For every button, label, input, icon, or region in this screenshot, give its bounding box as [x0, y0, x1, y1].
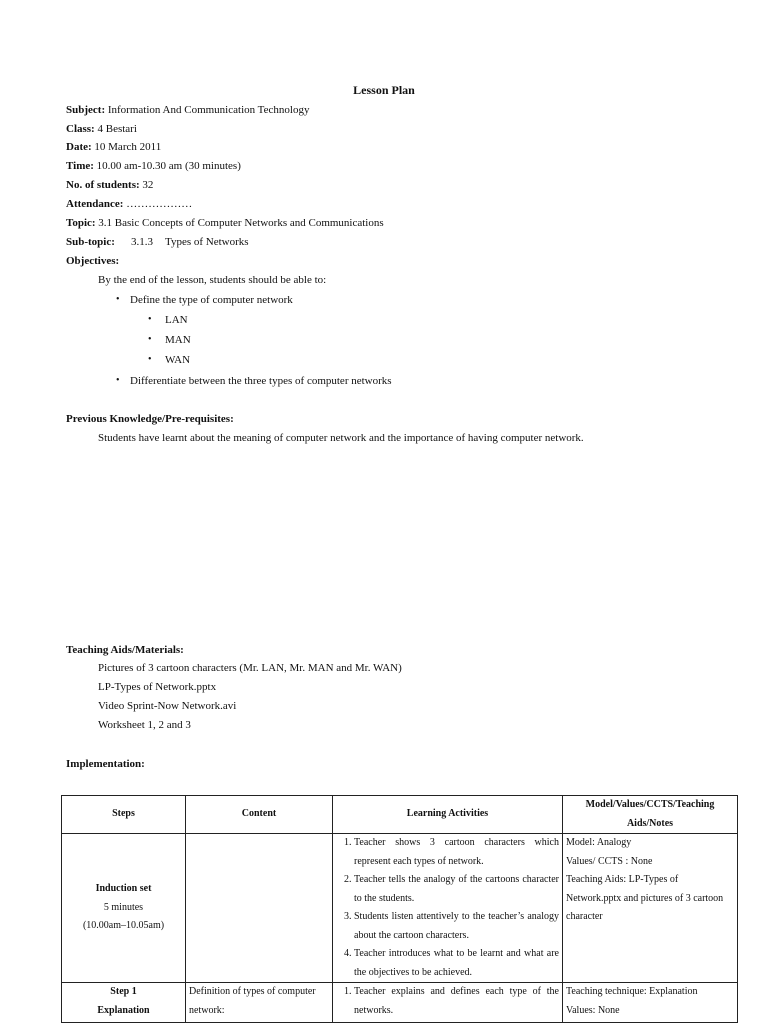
objective-subitem: MAN — [165, 334, 191, 346]
note-line: Teaching Aids: LP-Types of Network.pptx and pictures of 3 cartoon character — [566, 874, 724, 922]
subject-line — [66, 104, 309, 116]
implementation-heading: Implementation: — [66, 758, 145, 770]
subtopic-value: Types of Networks — [165, 236, 249, 248]
aids-heading: Teaching Aids/Materials: — [66, 644, 184, 656]
objective-subitem: WAN — [165, 354, 191, 366]
students-label: No. of students: — [66, 179, 140, 191]
notes-cell — [563, 983, 738, 1023]
attendance-label: Attendance: — [66, 198, 124, 210]
class-label: Class: — [66, 123, 95, 135]
aids-item: Video Sprint-Now Network.avi — [98, 700, 237, 712]
topic-value: 3.1 Basic Concepts of Computer Networks and Communications — [95, 217, 384, 229]
bullet-icon: • — [116, 294, 120, 305]
objective-subitem: LAN — [165, 314, 188, 326]
activities-cell — [333, 983, 563, 1023]
date-value: 10 March 2011 — [91, 141, 162, 153]
step-duration: 5 minutes — [103, 901, 144, 913]
date-line — [66, 141, 161, 153]
aids-item: LP-Types of Network.pptx — [98, 681, 217, 693]
time-label: Time: — [66, 160, 94, 172]
objective-item: Differentiate between the three types of computer networks — [130, 375, 392, 387]
content-cell — [186, 834, 333, 983]
column-header-content: Content — [186, 796, 333, 834]
class-value: 4 Bestari — [94, 123, 137, 135]
subtopic-number: 3.1.3 — [131, 236, 153, 248]
attendance-value: ……………… — [123, 198, 193, 210]
notes-cell — [563, 834, 738, 983]
subtopic-label: Sub-topic: — [66, 236, 115, 248]
aids-item: Worksheet 1, 2 and 3 — [98, 719, 191, 731]
step-duration: Explanation — [97, 1004, 150, 1016]
students-value: 32 — [139, 179, 154, 191]
objectives-heading: Objectives: — [66, 255, 120, 267]
implementation-table — [61, 795, 738, 1023]
table-row — [62, 983, 738, 1023]
step-cell — [62, 983, 186, 1023]
activity-item: 4. Teacher introduces what to be learnt and what are the objectives to be achieved. — [354, 945, 559, 982]
topic-label: Topic: — [66, 217, 96, 229]
bullet-icon: • — [148, 314, 152, 325]
students-line — [66, 179, 153, 191]
prior-heading: Previous Knowledge/Pre-requisites: — [66, 413, 234, 425]
objectives-intro: By the end of the lesson, students should be able to: — [98, 274, 327, 286]
subtopic-line — [66, 236, 115, 248]
column-header-steps: Steps — [62, 796, 186, 834]
date-label: Date: — [66, 141, 92, 153]
class-line — [66, 123, 137, 135]
activity-item: 1. Teacher explains and defines each type of the networks. — [354, 983, 559, 1020]
aids-item: Pictures of 3 cartoon characters (Mr. LAN, Mr. MAN and Mr. WAN) — [98, 662, 402, 674]
note-line: Model: Analogy — [566, 837, 632, 848]
subject-value: Information And Communication Technology — [105, 104, 310, 116]
time-value: 10.00 am-10.30 am (30 minutes) — [93, 160, 241, 172]
activity-item: 3. Students listen attentively to the teacher’s analogy about the cartoon characters. — [354, 908, 559, 945]
step-time: (10.00am–10.05am) — [82, 920, 165, 932]
attendance-line — [66, 198, 192, 210]
activity-item: 2. Teacher tells the analogy of the cartoons character to the students. — [354, 871, 559, 908]
step-name: Induction set — [95, 883, 152, 895]
content-cell: Definition of types of computer network: — [186, 983, 333, 1023]
step-cell — [62, 834, 186, 983]
bullet-icon: • — [148, 334, 152, 345]
note-line: Values/ CCTS : None — [566, 855, 653, 867]
step-name: Step 1 — [110, 986, 137, 997]
column-header-notes: Model/Values/CCTS/Teaching Aids/Notes — [563, 796, 738, 834]
bullet-icon: • — [116, 375, 120, 386]
page-title: Lesson Plan — [353, 83, 415, 97]
note-line: Teaching technique: Explanation — [566, 986, 698, 997]
prior-text: Students have learnt about the meaning of computer network and the importance of having computer network. — [98, 432, 584, 444]
subject-label: Subject: — [66, 104, 106, 116]
table-row — [62, 834, 738, 983]
note-line: Values: None — [566, 1004, 620, 1016]
bullet-icon: • — [148, 354, 152, 365]
column-header-activities: Learning Activities — [333, 796, 563, 834]
objective-item: Define the type of computer network — [130, 294, 293, 306]
topic-line — [66, 217, 384, 229]
activity-item: 1. Teacher shows 3 cartoon characters which represent each types of network. — [354, 834, 559, 871]
activities-cell — [333, 834, 563, 983]
time-line — [66, 160, 241, 172]
